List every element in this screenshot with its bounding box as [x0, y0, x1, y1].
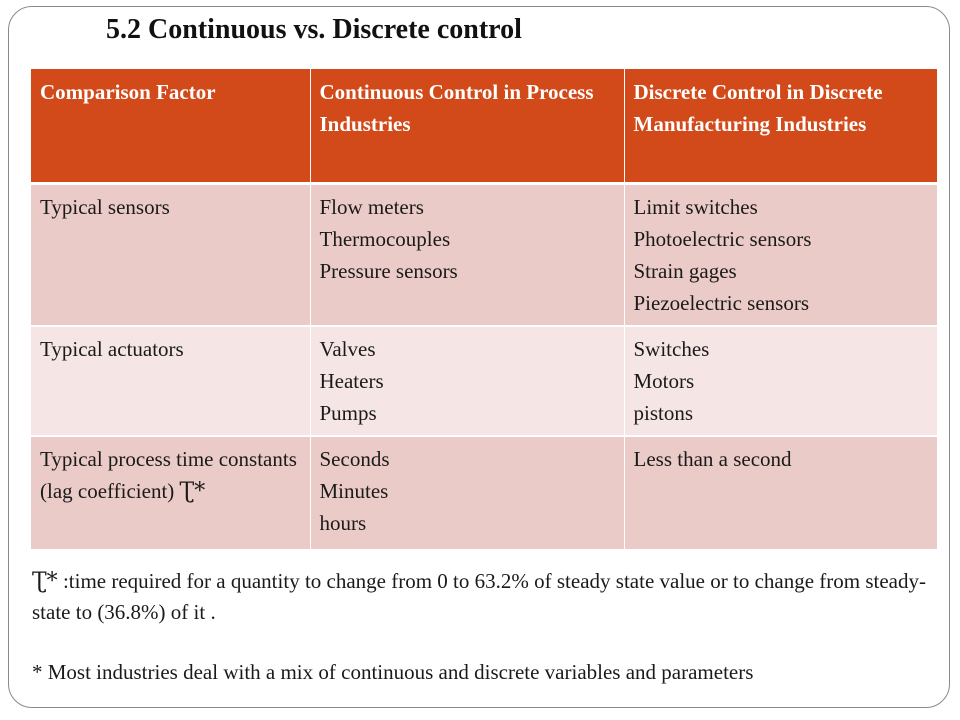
- comparison-table: [31, 69, 937, 549]
- tau-definition-note: [32, 566, 932, 627]
- tau-symbol: Ʈ*: [179, 479, 206, 504]
- factor-cell: Typical actuators: [31, 326, 310, 436]
- table-row: [31, 184, 937, 327]
- list-item: hours: [319, 511, 367, 535]
- continuous-cell: [310, 326, 624, 436]
- list-item: Less than a second: [633, 447, 792, 471]
- discrete-cell: [624, 184, 937, 327]
- slide-title: 5.2 Continuous vs. Discrete control: [106, 14, 522, 45]
- factor-cell: [31, 436, 310, 549]
- list-item: pistons: [633, 401, 694, 425]
- mix-note: * Most industries deal with a mix of continuous and discrete variables and parameters: [32, 660, 754, 684]
- tau-definition-text: :time required for a quantity to change from 0 to 63.2% of steady state value or to change from steady-state to (36.8%) of it .: [32, 569, 926, 624]
- tau-symbol: Ʈ*: [32, 569, 58, 594]
- list-item: Photoelectric sensors: [633, 227, 812, 251]
- list-item: Strain gages: [633, 259, 737, 283]
- list-item: Thermocouples: [319, 227, 451, 251]
- list-item: Pressure sensors: [319, 259, 458, 283]
- table-row: [31, 436, 937, 549]
- continuous-cell: [310, 184, 624, 327]
- continuous-cell: [310, 436, 624, 549]
- factor-cell: Typical sensors: [31, 184, 310, 327]
- list-item: Seconds: [319, 447, 390, 471]
- table-header-row: [31, 69, 937, 184]
- discrete-cell: [624, 326, 937, 436]
- list-item: Valves: [319, 337, 376, 361]
- header-discrete-control: Discrete Control in Discrete Manufacturing Industries: [624, 69, 937, 184]
- list-item: Pumps: [319, 401, 377, 425]
- list-item: Switches: [633, 337, 710, 361]
- list-item: Heaters: [319, 369, 384, 393]
- factor-text: Typical process time constants (lag coefficient): [40, 447, 297, 503]
- list-item: Piezoelectric sensors: [633, 291, 810, 315]
- list-item: Flow meters: [319, 195, 424, 219]
- list-item: Minutes: [319, 479, 389, 503]
- header-continuous-control: Continuous Control in Process Industries: [310, 69, 624, 184]
- header-comparison-factor: Comparison Factor: [31, 69, 310, 184]
- list-item: Limit switches: [633, 195, 758, 219]
- table-row: [31, 326, 937, 436]
- list-item: Motors: [633, 369, 695, 393]
- discrete-cell: [624, 436, 937, 549]
